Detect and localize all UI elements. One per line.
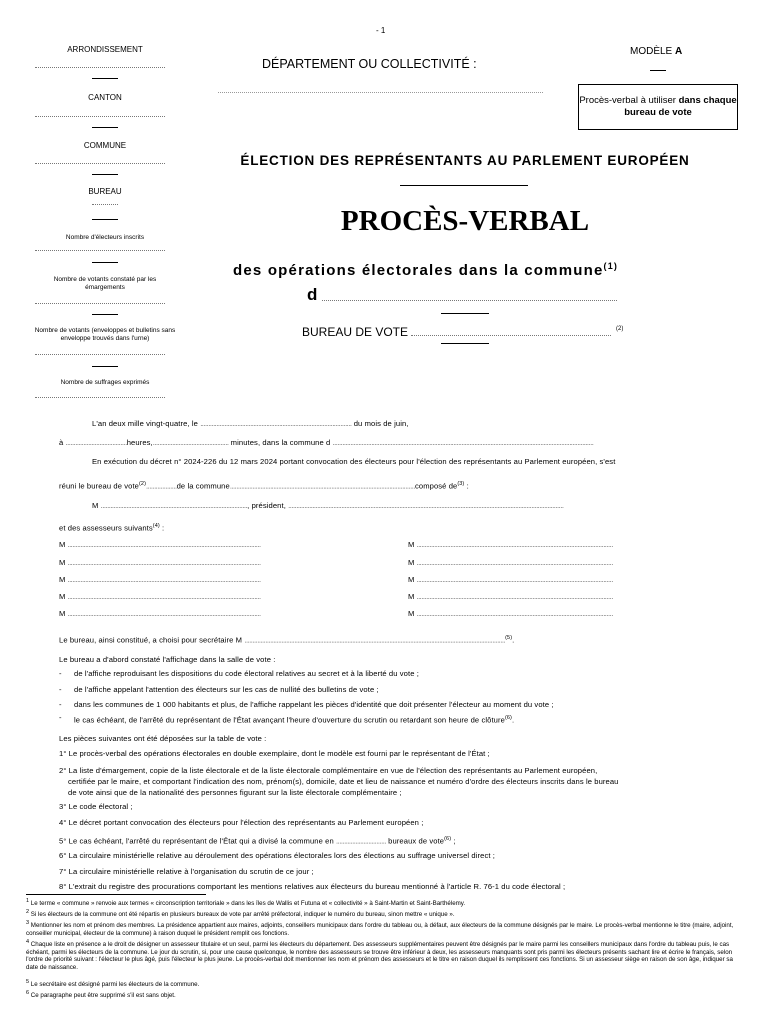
footnote-number: 5 — [26, 979, 30, 985]
footnote-number: 1 — [26, 898, 30, 904]
piece-item: 5° Le cas échéant, l'arrêté du représentant de l'État qui a divisé la commune en ............................... bureaux de vote$^{(6)}$ ; — [59, 836, 456, 846]
piece-item: 2° La liste d'émargement, copie de la liste électorale et de la liste électorale complémentaire en vue de l'élection des représentants au Parlement européen, — [59, 766, 598, 775]
footnote — [26, 990, 746, 1000]
time-line-prefix: à — [59, 438, 64, 447]
piece5-suffix: bureaux de vote — [388, 836, 445, 846]
assesseur-row[interactable]: M ........................................................................................................................ — [59, 540, 261, 549]
commune-label: de la commune — [176, 481, 230, 491]
footnote-text: Le terme « commune » renvoie aux termes « circonscription territoriale » dans les îles de Wallis et Futuna et « collectivité » à Saint-Martin et Saint-Barthélemy. — [30, 900, 466, 908]
departement-label: DÉPARTEMENT OU COLLECTIVITÉ : — [262, 57, 477, 71]
bullet4-text: le cas échéant, de l'arrêté du représentant de l'État avançant l'heure d'ouverture du scrutin ou retardant son heure de clôture — [74, 715, 505, 725]
footnote-number: 4 — [26, 939, 30, 945]
piece-item-cont: de vote ainsi que de la nationalité des personnes figurant sur la liste électorale complémentaire ; — [68, 788, 402, 797]
footnote-text: Chaque liste en présence a le droit de désigner un assesseur titulaire et un seul, parmi les électeurs du département. Des assesseurs supplémentaires peuvent être désignés par le maire parmi les conseillers municipaux dans l'ordre du tableau puis, le cas échéant, parmi les électeurs de la commune. Le jour du scrutin, si, pour une cause quelconque, le nombre des assesseurs se trouve être inférieur à deux, les assesseurs manquants sont pris parmi les électeurs présents sachant lire et écrire le français, selon l'ordre de priorité suivant : l'électeur le plus âgé, puis l'électeur le plus jeune. Le procès-verbal doit mentionner les nom et prénom des assesseurs et le titre en raison duquel ils remplissent ces fonctions. Si un assesseur siège en raison de son âge, indiquer sa date de naissance. — [26, 941, 733, 971]
suffrages-field[interactable] — [35, 397, 165, 398]
footnote — [26, 939, 746, 971]
assesseur-m: M — [59, 592, 66, 601]
arrondissement-field[interactable] — [35, 67, 165, 68]
votants-enveloppes-field[interactable] — [35, 354, 165, 355]
president-title-field[interactable]: ........................................................................................................................................................................... — [288, 501, 564, 510]
assesseur-m: M — [408, 575, 415, 584]
sidebar-commune-label: COMMUNE — [83, 141, 127, 150]
secretaire-name-field[interactable]: .................................................................................................................................................................. — [244, 635, 506, 645]
footnote-separator — [26, 894, 206, 895]
hours-label: heures, — [126, 438, 153, 447]
footnote — [26, 920, 746, 937]
assesseurs-note: (4) — [152, 523, 160, 529]
assesseur-row[interactable]: M ........................................................................................................................ — [59, 592, 261, 601]
divider — [441, 313, 489, 314]
list-item: - — [59, 713, 62, 722]
list-item-text: de l'affiche reproduisant les dispositions du code électoral relatives au secret et à la liberté du vote ; — [74, 669, 419, 678]
page-number: - 1 — [376, 26, 386, 35]
departement-field[interactable] — [218, 92, 543, 93]
president-m: M — [92, 501, 99, 510]
piece-item: 4° Le décret portant convocation des électeurs pour l'élection des représentants au Parlement européen ; — [59, 818, 424, 827]
divider — [441, 343, 489, 344]
date-line — [92, 419, 409, 429]
modele-label — [630, 46, 682, 57]
pv-subtitle-note: (1) — [603, 261, 619, 271]
assesseur-row[interactable]: M .......................................................................................................................... — [408, 540, 613, 549]
assesseur-row[interactable]: M .......................................................................................................................... — [408, 592, 613, 601]
modele-letter: A — [675, 46, 683, 57]
bureau-de-vote-field[interactable] — [411, 335, 611, 336]
piece-item: 7° La circulaire ministérielle relative à l'organisation du scrutin de ce jour ; — [59, 867, 314, 876]
instruction-box — [578, 84, 738, 130]
election-title: ÉLECTION DES REPRÉSENTANTS AU PARLEMENT EUROPÉEN — [240, 153, 690, 168]
divider — [92, 262, 118, 263]
compose-label: composé de — [414, 481, 458, 491]
divider — [92, 78, 118, 79]
minute-field[interactable]: ............................................... — [152, 438, 229, 447]
assesseur-m: M — [408, 540, 415, 549]
piece-item: 1° Le procès-verbal des opérations électorales en double exemplaire, dont le modèle est fourni par le représentant de l'État ; — [59, 749, 490, 758]
divider — [92, 127, 118, 128]
assesseur-m: M — [408, 558, 415, 567]
assesseur-m: M — [408, 609, 415, 618]
bureau-number-field[interactable]: ................... — [146, 481, 177, 491]
divider — [400, 185, 528, 186]
commune-field[interactable]: .................................................................................................................................................................. — [332, 438, 594, 447]
piece-item-cont: certifiée par le maire, et comportant l'indication des nom, prénom(s), domicile, date et lieu de naissance et numéro d'ordre des électeurs inscrits dans le bureau — [68, 777, 619, 786]
commune-field[interactable] — [35, 163, 165, 164]
inscrits-field[interactable] — [35, 250, 165, 251]
divider — [650, 70, 666, 71]
piece5-text: 5° Le cas échéant, l'arrêté du représentant de l'État qui a divisé la commune en — [59, 836, 334, 846]
president-line — [92, 501, 563, 511]
pv-subtitle — [233, 261, 618, 279]
commune-d-letter: d — [307, 285, 318, 304]
commune-name-inline-field[interactable]: ................................................................................................................... — [229, 481, 415, 491]
modele-prefix: MODÈLE — [630, 46, 673, 57]
assesseur-row[interactable]: M .......................................................................................................................... — [408, 575, 613, 584]
canton-field[interactable] — [35, 116, 165, 117]
piece-item: 6° La circulaire ministérielle relative au déroulement des opérations électorales lors des élections au suffrage universel direct ; — [59, 851, 495, 860]
list-item: - — [59, 669, 62, 678]
footnote — [26, 909, 746, 919]
footnote — [26, 979, 746, 989]
footnote-number: 6 — [26, 990, 30, 996]
divider — [92, 174, 118, 175]
sidebar-canton-label: CANTON — [88, 93, 122, 102]
list-item-text: le cas échéant, de l'arrêté du représentant de l'État avançant l'heure d'ouverture du scrutin ou retardant son heure de clôture$^{(6)}$. — [74, 715, 515, 725]
assesseur-m: M — [59, 609, 66, 618]
day-field[interactable]: .............................................................................................. — [200, 419, 352, 428]
bullet4-note: (6) — [504, 715, 512, 721]
list-item: - — [59, 685, 62, 694]
decret-line: En exécution du décret n° 2024-226 du 12 mars 2024 portant convocation des électeurs pour l'élection des représentants au Parlement européen, s'est — [92, 457, 616, 466]
piece-item: 3° Le code électoral ; — [59, 802, 133, 811]
sidebar-suffrages-label: Nombre de suffrages exprimés — [60, 379, 150, 386]
assesseur-row[interactable]: M .......................................................................................................................... — [408, 558, 613, 567]
assesseur-row[interactable]: M ........................................................................................................................ — [59, 575, 261, 584]
date-line-suffix: du mois de juin, — [353, 419, 409, 428]
pv-title: PROCÈS-VERBAL — [340, 205, 590, 237]
sidebar-arrondissement-label: ARRONDISSEMENT — [67, 45, 143, 54]
assesseurs-label: et des assesseurs suivants — [59, 523, 153, 533]
compose-note: (3) — [457, 481, 465, 487]
list-item-text: dans les communes de 1 000 habitants et plus, de l'affiche rappelant les pièces d'identité que doit présenter l'électeur au moment du vote ; — [74, 700, 554, 709]
assesseur-row[interactable]: M ........................................................................................................................ — [59, 558, 261, 567]
footnote-number: 3 — [26, 920, 30, 926]
bureau-field[interactable] — [92, 204, 118, 205]
footnote-text: Si les électeurs de la commune ont été répartis en plusieurs bureaux de vote par arrêté préfectoral, indiquer le numéro du bureau, sinon mettre « unique ». — [30, 911, 455, 919]
footnote-text: Ce paragraphe peut être supprimé s'il est sans objet. — [30, 992, 176, 1000]
secretaire-label: Le bureau, ainsi constitué, a choisi pour secrétaire M — [59, 635, 243, 645]
divider — [92, 314, 118, 315]
date-line-prefix: L'an deux mille vingt-quatre, le — [92, 419, 198, 428]
instruction-box-text: Procès-verbal à utiliser — [579, 95, 676, 106]
pieces-intro: Les pièces suivantes ont été déposées sur la table de vote : — [59, 734, 267, 743]
time-line — [59, 438, 593, 448]
piece-item: 8° L'extrait du registre des procurations comportant les mentions relatives aux électeurs du bureau mentionné à l'article R. 76-1 du code électoral ; — [59, 882, 566, 891]
bureau-de-vote-note: (2) — [616, 326, 624, 332]
votants-emargements-field[interactable] — [35, 303, 165, 304]
assesseur-m: M — [59, 558, 66, 567]
footnote-text: Le secrétaire est désigné parmi les électeurs de la commune. — [30, 981, 200, 989]
footnote — [26, 898, 746, 908]
bureau-line-note: (2) — [138, 481, 147, 487]
assesseurs-intro: et des assesseurs suivants$^{(4)}$ : — [59, 523, 165, 533]
bureau-line-prefix: réuni le bureau de vote — [59, 481, 139, 491]
sidebar-votants-emargements-label: Nombre de votants constaté par les émargements — [53, 276, 157, 291]
secretaire-line: Le bureau, ainsi constitué, a choisi pour secrétaire M ..................................................................................................................................................................$^{(5)}$. — [59, 635, 515, 645]
bureau-line: réuni le bureau de vote$^{(2)}$...................de la commune...................................................................................................................composé $de^{(3)}$ : — [59, 481, 469, 491]
sidebar-bureau-label: BUREAU — [88, 187, 122, 196]
footnote-number: 2 — [26, 909, 30, 915]
commune-name-field[interactable] — [322, 300, 617, 301]
affichage-intro: Le bureau a d'abord constaté l'affichage dans la salle de vote : — [59, 655, 276, 664]
sidebar-inscrits-label: Nombre d'électeurs inscrits — [65, 234, 145, 241]
list-item: - — [59, 700, 62, 709]
list-item-text: de l'affiche appelant l'attention des électeurs sur les cas de nullité des bulletins de vote ; — [74, 685, 379, 694]
bureau-de-vote-label: BUREAU DE VOTE — [302, 325, 409, 339]
secretaire-note: (5) — [505, 635, 513, 641]
president-label: , président, — [247, 501, 286, 510]
assesseur-m: M — [59, 575, 66, 584]
minutes-label: minutes, dans la commune d — [230, 438, 331, 447]
piece5-note: (6) — [444, 836, 452, 842]
bureaux-count-field[interactable]: ............................... — [336, 836, 386, 846]
footnote-text: Mentionner les nom et prénom des membres. La présidence appartient aux maires, adjoints, conseillers municipaux dans l'ordre du tableau ou, à défaut, aux électeurs de la commune désignés par le maire. Le procès-verbal mentionne le titre (maire, adjoint, conseiller municipal, électeur de la commune) à raison duquel le président remplit ces fonctions. — [26, 922, 734, 937]
divider — [92, 366, 118, 367]
instruction-box-bold: dans chaque bureau de vote — [624, 95, 737, 118]
hour-field[interactable]: ...................................... — [65, 438, 127, 447]
assesseur-m: M — [408, 592, 415, 601]
assesseur-row[interactable]: M .......................................................................................................................... — [408, 609, 613, 618]
pv-subtitle-text: des opérations électorales dans la commune — [233, 262, 604, 279]
assesseur-row[interactable]: M ........................................................................................................................ — [59, 609, 261, 618]
assesseur-m: M — [59, 540, 66, 549]
sidebar-votants-enveloppes-label: Nombre de votants (enveloppes et bulletins sans enveloppe trouvés dans l'urne) — [34, 327, 176, 342]
president-name-field[interactable]: ........................................................................................... — [100, 501, 248, 510]
divider — [92, 219, 118, 220]
